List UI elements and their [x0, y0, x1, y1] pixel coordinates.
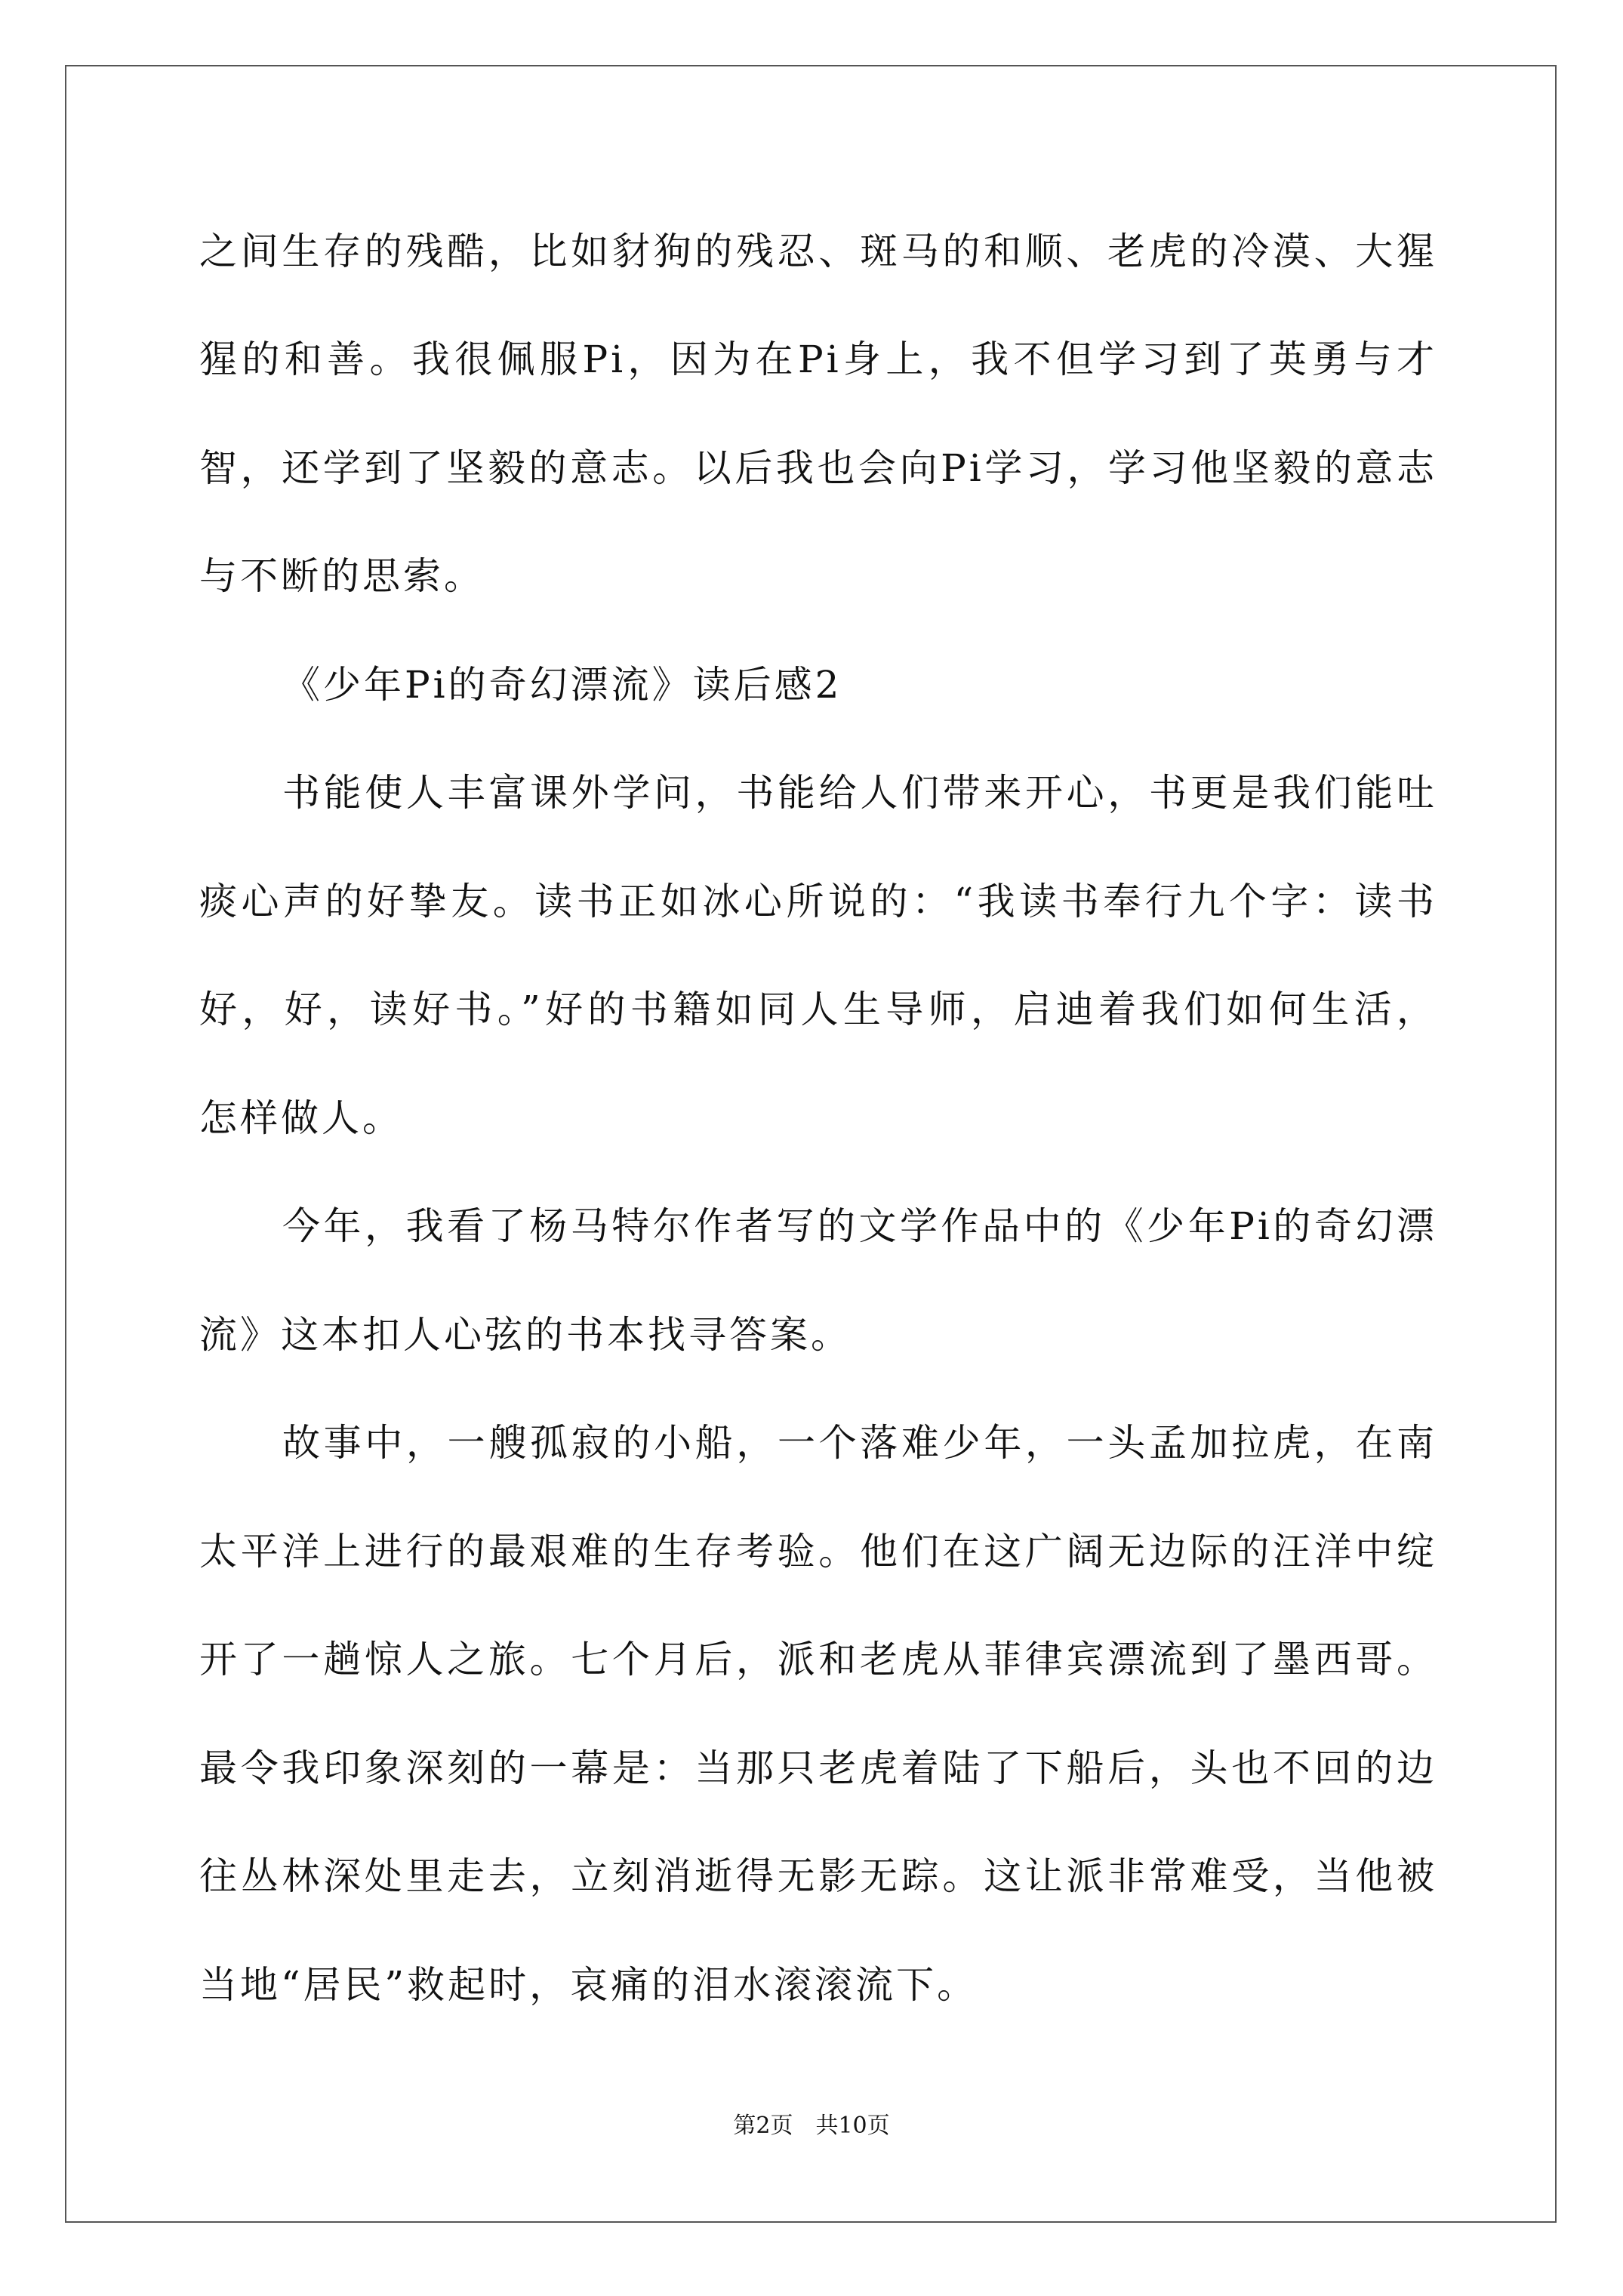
text-line-1: 之间生存的残酷，比如豺狗的残忍、斑马的和顺、老虎的冷漠、大猩 [199, 230, 1437, 273]
page-number: 第2页 共10页 [733, 2113, 890, 2139]
text-line-9: 怎样做人。 [199, 1096, 403, 1140]
text-line-13: 太平洋上进行的最艰难的生存考验。他们在这广阔无边际的汪洋中绽 [199, 1530, 1437, 1573]
text-line-7: 痰心声的好挚友。读书正如冰心所说的：“我读书奉行九个字：读书 [199, 880, 1437, 923]
text-line-16: 往丛林深处里走去，立刻消逝得无影无踪。这让派非常难受，当他被 [199, 1854, 1437, 1898]
text-line-11: 流》这本扣人心弦的书本找寻答案。 [199, 1313, 852, 1357]
text-line-17: 当地“居民”救起时，哀痛的泪水滚滚流下。 [199, 1963, 978, 2007]
text-line-14: 开了一趟惊人之旅。七个月后，派和老虎从菲律宾漂流到了墨西哥。 [199, 1638, 1437, 1681]
text-line-15: 最令我印象深刻的一幕是：当那只老虎着陆了下船后，头也不回的边 [199, 1746, 1437, 1790]
text-line-4: 与不断的思索。 [199, 554, 485, 598]
text-line-8: 好，好，读好书。”好的书籍如同人生导师，启迪着我们如何生活， [199, 988, 1437, 1031]
text-line-12: 故事中，一艘孤寂的小船，一个落难少年，一头孟加拉虎，在南 [282, 1421, 1437, 1465]
section-heading: 《少年Pi的奇幻漂流》读后感2 [282, 663, 842, 707]
text-line-3: 智，还学到了坚毅的意志。以后我也会向Pi学习，学习他坚毅的意志 [199, 446, 1437, 490]
text-line-10: 今年，我看了杨马特尔作者写的文学作品中的《少年Pi的奇幻漂 [282, 1204, 1437, 1248]
text-line-2: 猩的和善。我很佩服Pi，因为在Pi身上，我不但学习到了英勇与才 [199, 337, 1437, 381]
text-line-6: 书能使人丰富课外学问，书能给人们带来开心，书更是我们能吐 [282, 771, 1437, 815]
page-border [65, 65, 1557, 2223]
